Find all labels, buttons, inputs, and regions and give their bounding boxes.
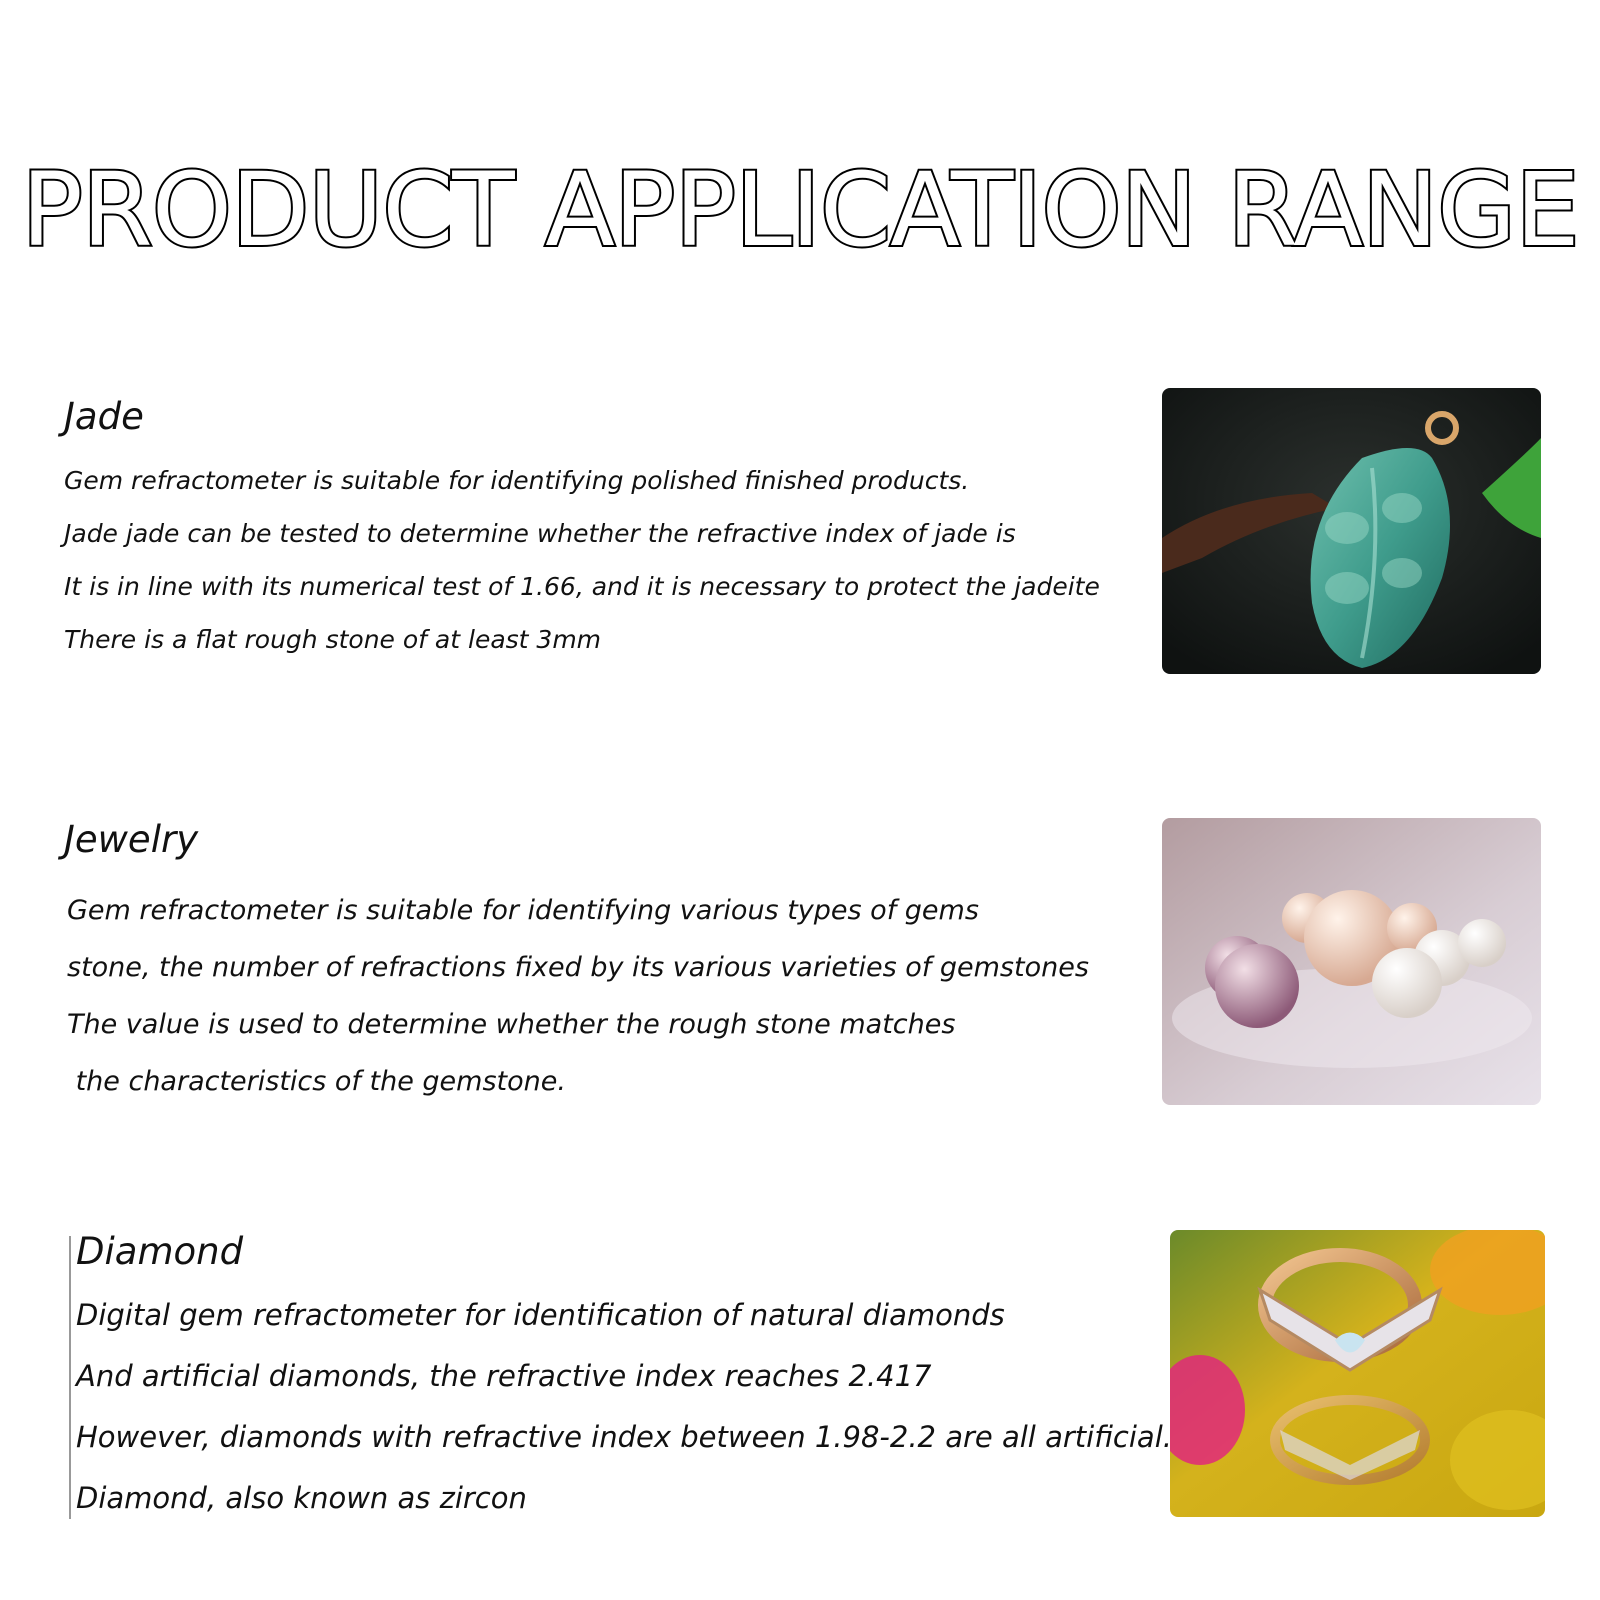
text-line: Gem refractometer is suitable for identifying various types of gems — [67, 895, 979, 926]
text-line: Diamond, also known as zircon — [76, 1481, 527, 1515]
diamond-ring-photo — [1170, 1230, 1545, 1517]
section-text — [64, 466, 1100, 678]
text-line: Gem refractometer is suitable for identifying polished finished products. — [64, 466, 970, 495]
text-line: stone, the number of refractions fixed by its various varieties of gemstones — [67, 952, 1089, 983]
text-line: And artificial diamonds, the refractive index reaches 2.417 — [76, 1359, 932, 1393]
text-line: The value is used to determine whether the rough stone matches — [67, 1009, 956, 1040]
pearls-photo — [1162, 818, 1541, 1105]
text-line: There is a flat rough stone of at least 3mm — [64, 625, 602, 654]
text-line: However, diamonds with refractive index between 1.98-2.2 are all artificial. — [76, 1420, 1172, 1454]
text-line: the characteristics of the gemstone. — [67, 1066, 566, 1097]
text-line: Jade jade can be tested to determine whether the refractive index of jade is — [64, 519, 1016, 548]
page-title: PRODUCT APPLICATION RANGE — [21, 151, 1579, 270]
text-line: Digital gem refractometer for identification of natural diamonds — [76, 1298, 1005, 1332]
section-text — [76, 1298, 1172, 1542]
section-text — [67, 895, 1089, 1123]
jade-pendant-photo — [1162, 388, 1541, 674]
text-line: It is in line with its numerical test of 1.66, and it is necessary to protect the jadeite — [64, 572, 1100, 601]
section-heading: Jewelry — [64, 818, 199, 861]
section-heading: Diamond — [76, 1230, 244, 1273]
section-heading: Jade — [64, 395, 144, 438]
left-border-line — [69, 1236, 71, 1519]
